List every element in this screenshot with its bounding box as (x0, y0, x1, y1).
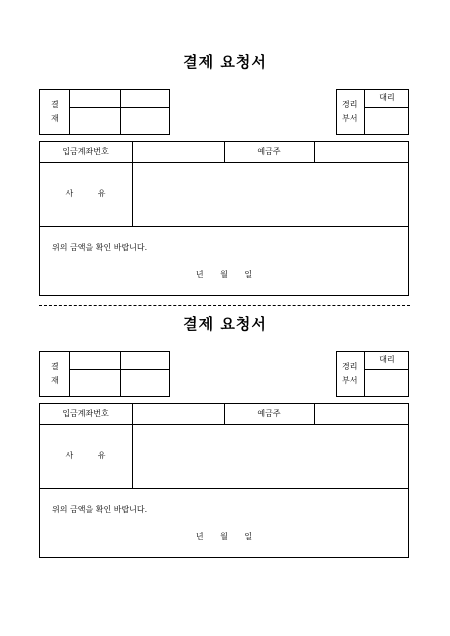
depositor-field[interactable] (315, 404, 408, 424)
approval-sign-cell-2[interactable] (121, 370, 169, 396)
confirm-text: 위의 금액을 확인 바랍니다. (52, 243, 148, 252)
depositor-label: 예금주 (257, 409, 281, 418)
depositor-label: 예금주 (257, 147, 281, 156)
approval-sign-cell-1[interactable] (70, 370, 120, 396)
date-line: 년 월 일 (195, 270, 253, 279)
account-number-label: 입금계좌번호 (62, 409, 109, 418)
manager-sign-cell[interactable] (365, 108, 408, 134)
form-title: 결제 요청서 (183, 315, 267, 333)
approval-label-2: 재 (51, 376, 59, 385)
accounting-label-2: 부서 (342, 376, 358, 385)
payment-request-form-1 (0, 0, 450, 300)
depositor-field[interactable] (315, 142, 408, 162)
reason-field[interactable] (133, 163, 408, 226)
accounting-label-1: 경리 (342, 362, 358, 371)
form-title: 결제 요청서 (183, 53, 267, 71)
reason-field[interactable] (133, 425, 408, 488)
account-number-field[interactable] (133, 404, 223, 424)
payment-request-form-2 (0, 262, 450, 562)
approval-sign-cell-1[interactable] (70, 108, 120, 134)
account-number-field[interactable] (133, 142, 223, 162)
position-label: 대리 (379, 93, 395, 102)
approval-label-1: 결 (51, 100, 59, 109)
approval-label-1: 결 (51, 362, 59, 371)
approval-sign-cell-2[interactable] (121, 108, 169, 134)
reason-label: 사 유 (65, 451, 106, 460)
approval-label-2: 재 (51, 114, 59, 123)
accounting-label-1: 경리 (342, 100, 358, 109)
reason-label: 사 유 (65, 189, 106, 198)
manager-sign-cell[interactable] (365, 370, 408, 396)
confirm-text: 위의 금액을 확인 바랍니다. (52, 505, 148, 514)
account-number-label: 입금계좌번호 (62, 147, 109, 156)
position-label: 대리 (379, 355, 395, 364)
date-line: 년 월 일 (195, 532, 253, 541)
accounting-label-2: 부서 (342, 114, 358, 123)
